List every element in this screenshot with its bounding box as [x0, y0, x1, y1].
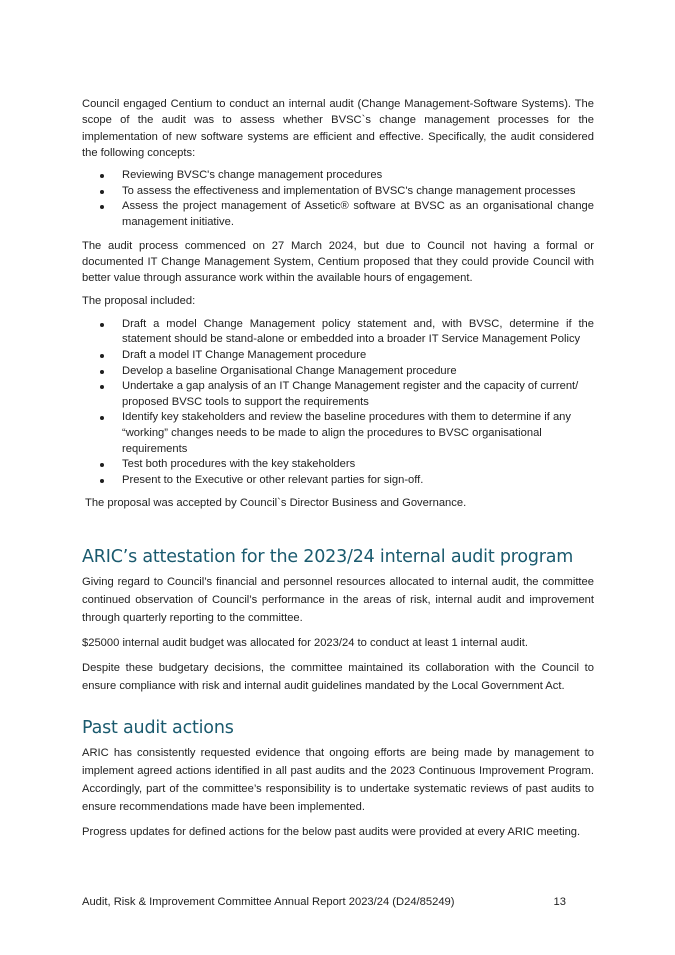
list-item: Identify key stakeholders and review the baseline procedures with them to determine if any “working” changes needs to be made to align the procedures to BVSC organisational requirements [82, 410, 594, 457]
list-item: Develop a baseline Organisational Change Management procedure [82, 364, 594, 380]
concepts-list [82, 168, 594, 230]
past-audits-heading: Past audit actions [82, 717, 234, 738]
bullet-icon [100, 370, 104, 374]
footer-title: Audit, Risk & Improvement Committee Annual Report 2023/24 (D24/85249) [82, 896, 455, 908]
bullet-icon [100, 479, 104, 483]
list-item: Undertake a gap analysis of an IT Change Management register and the capacity of current/ proposed BVSC tools to support the requirements [82, 379, 594, 410]
list-item: Present to the Executive or other relevant parties for sign-off. [82, 473, 594, 489]
document-page [82, 96, 594, 848]
past-audits-paragraph: ARIC has consistently requested evidence that ongoing efforts are being made by management to implement agreed actions identified in all past audits and the 2023 Continuous Improvement Program. Accordingly, part of the committee’s responsibility is to undertake systematic reviews of past audits to ensure recommendations made have been implemented. [82, 746, 594, 813]
bullet-icon [100, 416, 104, 420]
list-item: Assess the project management of Assetic® software at BVSC as an organisational change management initiative. [82, 199, 594, 230]
bullet-icon [100, 205, 104, 209]
bullet-icon [100, 174, 104, 178]
intro-paragraph: Council engaged Centium to conduct an internal audit (Change Management-Software Systems). The scope of the audit was to assess whether BVSC`s change management processes for the implementation of new software systems are efficient and effective. Specifically, the audit considered the following concepts: [82, 98, 594, 159]
bullet-icon [100, 385, 104, 389]
past-audits-paragraph: Progress updates for defined actions for the below past audits were provided at every ARIC meeting. [82, 825, 581, 838]
list-item: Draft a model IT Change Management procedure [82, 348, 594, 364]
bullet-icon [100, 463, 104, 467]
attestation-paragraph: Despite these budgetary decisions, the committee maintained its collaboration with the Council to ensure compliance with risk and internal audit guidelines mandated by the Local Government Act. [82, 661, 594, 692]
list-item: Test both procedures with the key stakeholders [82, 457, 594, 473]
proposal-accepted: The proposal was accepted by Council`s Director Business and Governance. [85, 497, 467, 510]
proposal-intro: The proposal included: [82, 295, 196, 308]
attestation-paragraph: $25000 internal audit budget was allocated for 2023/24 to conduct at least 1 internal audit. [82, 636, 528, 649]
page-footer [82, 896, 566, 908]
bullet-icon [100, 190, 104, 194]
proposal-list [82, 317, 594, 489]
bullet-icon [100, 323, 104, 327]
attestation-heading: ARIC’s attestation for the 2023/24 internal audit program [82, 546, 574, 567]
list-item: Reviewing BVSC's change management procedures [82, 168, 594, 184]
list-item: To assess the effectiveness and implementation of BVSC's change management processes [82, 184, 594, 200]
attestation-paragraph: Giving regard to Council’s financial and personnel resources allocated to internal audit, the committee continued observation of Council’s performance in the areas of risk, internal audit and improvement through quarterly reporting to the committee. [82, 575, 594, 624]
process-paragraph: The audit process commenced on 27 March 2024, but due to Council not having a formal or documented IT Change Management System, Centium proposed that they could provide Council with better value through assurance work within the available hours of engagement. [82, 239, 594, 285]
page-number: 13 [553, 896, 566, 908]
bullet-icon [100, 354, 104, 358]
list-item: Draft a model Change Management policy statement and, with BVSC, determine if the statement should be stand-alone or embedded into a broader IT Service Management Policy [82, 317, 594, 348]
